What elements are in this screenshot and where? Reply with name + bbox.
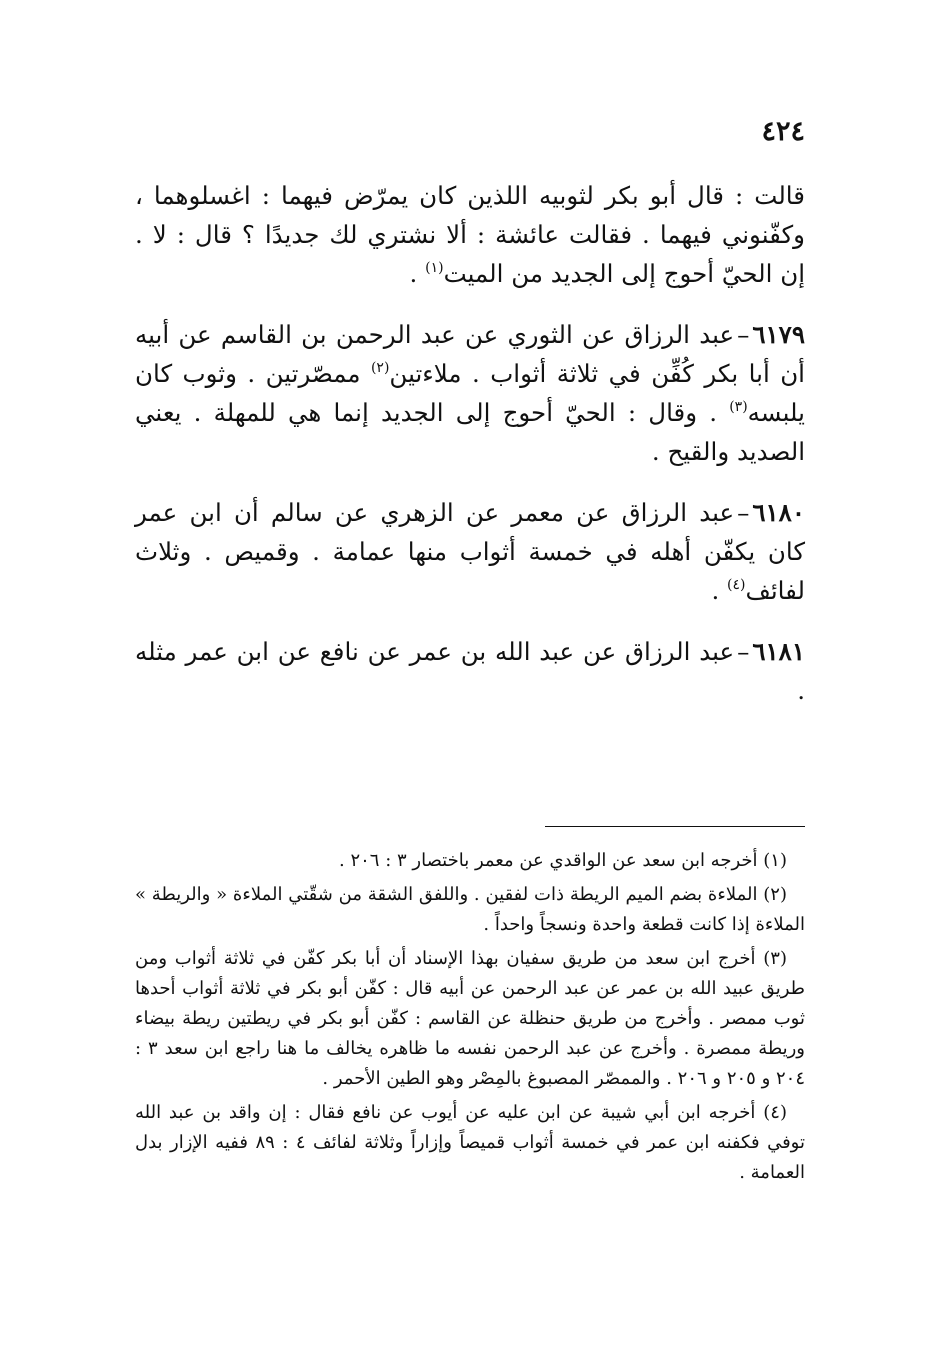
hadith-number: ٦١٧٩ [752, 320, 805, 349]
footnote [135, 1098, 805, 1188]
paragraph-continuation [135, 176, 805, 293]
footnote [135, 846, 805, 876]
paragraph-tail: ممصّرتين . وثوب كان يلبسه [135, 359, 805, 427]
hadith-paragraph [135, 315, 805, 471]
footnote-ref[interactable]: (١) [425, 260, 444, 276]
footnote-text: أخرجه ابن أبي شيبة عن ابن عليه عن أيوب عن نافع فقال : إن واقد بن عبد الله توفي فكفنه ابن عمر في خمسة أثواب قميصاً وإزاراً وثلاثة لفائف ٤ : ٨٩ ففيه الإزار بدل العمامة . [135, 1102, 805, 1183]
footnote-marker: (٣) [763, 948, 787, 969]
dash-separator: – [737, 637, 750, 666]
footnote-divider [545, 826, 805, 827]
footnote [135, 880, 805, 940]
hadith-number: ٦١٨٠ [752, 498, 805, 527]
page-number: ٤٢٤ [761, 116, 805, 147]
footnote-text: أخرجه ابن سعد عن الواقدي عن معمر باختصار ٣ : ٢٠٦ . [339, 850, 758, 871]
footnote-marker: (٢) [763, 884, 787, 905]
paragraph-text: عبد الرزاق عن معمر عن الزهري عن سالم أن ابن عمر كان يكفّن أهله في خمسة أثواب منها عمامة . وقميص . وثلاث لفائف [135, 498, 805, 605]
footnote-marker: (١) [763, 850, 787, 871]
paragraph-text: عبد الرزاق عن عبد الله بن عمر عن نافع عن ابن عمر مثله . [135, 637, 805, 705]
paragraph-tail: . وقال : الحيّ أحوج إلى الجديد إنما هي للمهلة . يعني الصديد والقيح . [135, 398, 805, 466]
footnote [135, 944, 805, 1094]
main-text [135, 176, 805, 710]
footnote-ref[interactable]: (٢) [370, 360, 390, 376]
footnote-ref[interactable]: (٣) [729, 399, 748, 415]
paragraph-text: قالت : قال أبو بكر لثوبيه اللذين كان يمرّض فيهما : اغسلوهما ، وكفّنوني فيهما . فقالت عائشة : ألا نشتري لك جديدًا ؟ قال : لا . إن الحيّ أحوج إلى الجديد من الميت [135, 181, 805, 288]
hadith-paragraph [135, 493, 805, 610]
dash-separator: – [737, 320, 750, 349]
hadith-number: ٦١٨١ [752, 637, 805, 666]
paragraph-tail: . [711, 576, 728, 605]
footnote-text: الملاءة بضم الميم الريطة ذات لفقين . واللفق الشقة من شقّتي الملاءة « والريطة » الملاءة إذا كانت قطعة واحدة ونسجاً واحداً . [135, 884, 805, 935]
paragraph-text: عبد الرزاق عن الثوري عن عبد الرحمن بن القاسم عن أبيه أن أبا بكر كُفِّن في ثلاثة أثواب . ملاءتين [135, 320, 805, 388]
footnotes-section [135, 846, 805, 1192]
hadith-paragraph [135, 632, 805, 710]
dash-separator: – [737, 498, 750, 527]
paragraph-tail: . [409, 259, 426, 288]
footnote-marker: (٤) [763, 1102, 787, 1123]
footnote-ref[interactable]: (٤) [727, 577, 746, 593]
footnote-text: أخرج ابن سعد من طريق سفيان بهذا الإسناد أن أبا بكر كفّن في ثلاثة أثواب ومن طريق عبيد الله بن عمر عن عبد الرحمن عن أبيه قال : كفّن أبو بكر في ثلاثة أثواب أحدها ثوب ممصر . وأخرج من طريق حنظلة عن القاسم : كفّن أبو بكر في ريطتين ريطة بيضاء وريطة ممصرة . وأخرج عن عبد الرحمن نفسه ما ظاهره يخالف ما هنا راجع ابن سعد ٣ : ٢٠٤ و ٢٠٥ و ٢٠٦ . والممصّر المصبوغ بالمِصْر وهو الطين الأحمر . [135, 948, 806, 1089]
